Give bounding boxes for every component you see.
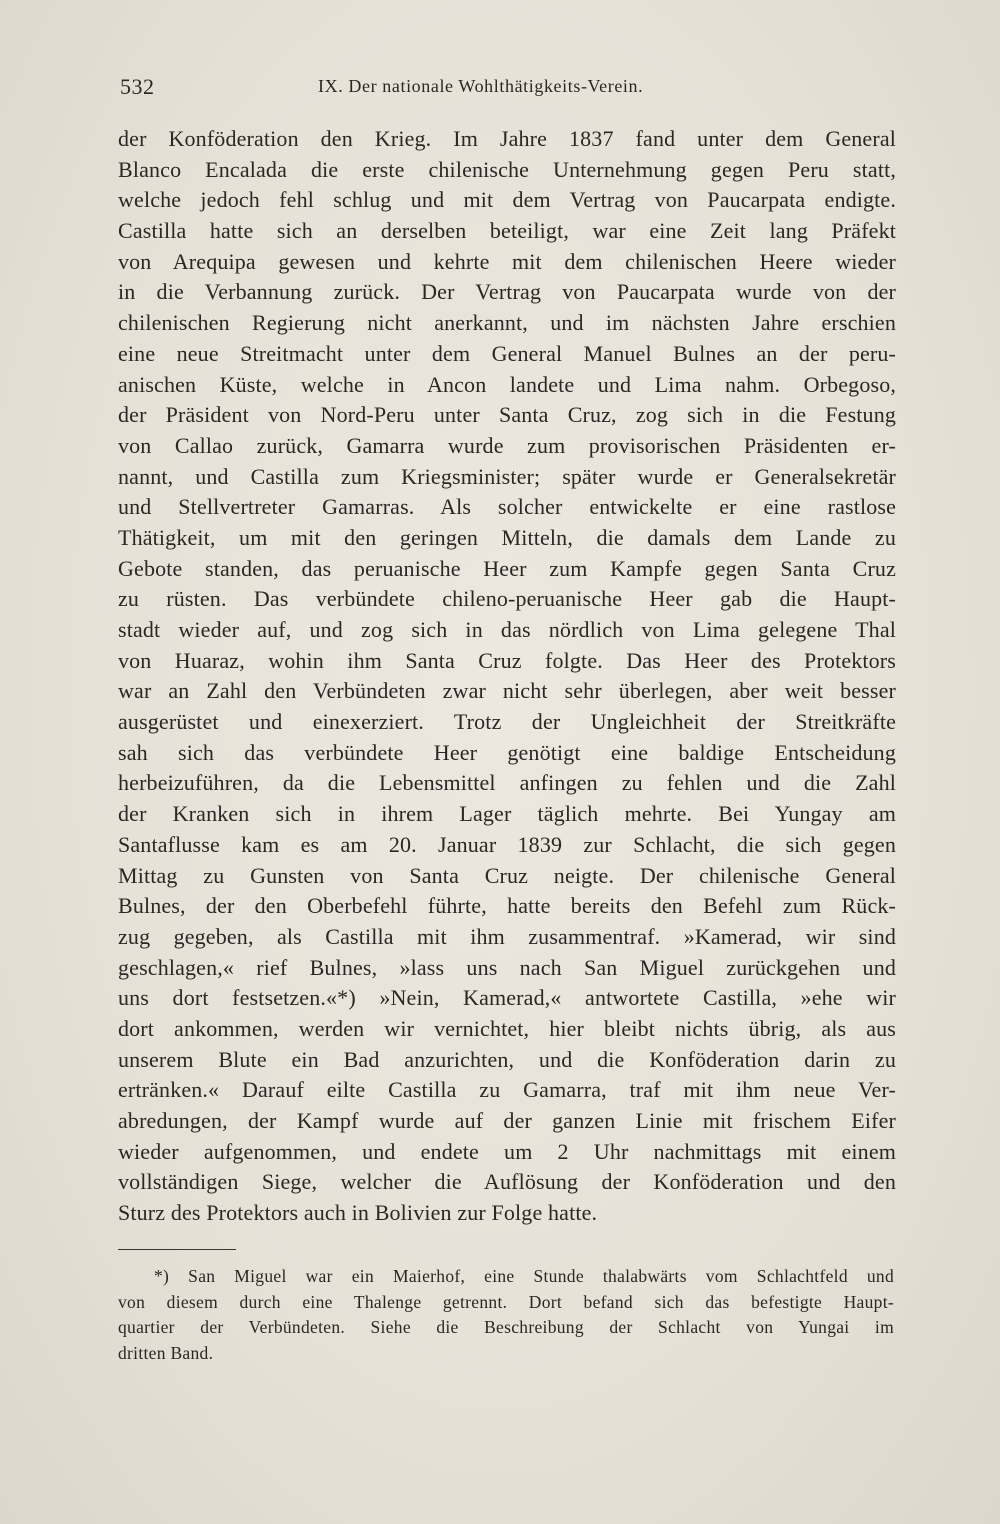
- text-line: stadt wieder auf, und zog sich in das nördlich von Lima gelegene Thal: [118, 617, 896, 642]
- text-line: Bulnes, der den Oberbefehl führte, hatte bereits den Befehl zum Rück-: [118, 893, 896, 919]
- text-line: eine neue Streitmacht unter dem General Manuel Bulnes an der peru-: [118, 340, 896, 366]
- footnote-line: *) San Miguel war ein Maierhof, eine Stunde thalabwärts vom Schlachtfeld und: [154, 1266, 894, 1286]
- text-line: der Konföderation den Krieg. Im Jahre 1837 fand unter dem General: [118, 126, 896, 151]
- text-line: zu rüsten. Das verbündete chileno-peruanische Heer gab die Haupt-: [118, 586, 896, 612]
- text-line: der Präsident von Nord-Peru unter Santa Cruz, zog sich in die Festung: [118, 402, 896, 428]
- text-line: chilenischen Regierung nicht anerkannt, und im nächsten Jahre erschien: [118, 310, 896, 336]
- text-line: Mittag zu Gunsten von Santa Cruz neigte. Der chilenische General: [118, 862, 896, 888]
- text-line: sah sich das verbündete Heer genötigt eine baldige Entscheidung: [118, 739, 896, 765]
- text-line: war an Zahl den Verbündeten zwar nicht sehr überlegen, aber weit besser: [118, 678, 896, 704]
- footnote-line: dritten Band.: [118, 1342, 214, 1363]
- running-head: IX. Der nationale Wohlthätigkeits-Verein.: [318, 76, 644, 96]
- text-line: welche jedoch fehl schlug und mit dem Vertrag von Paucarpata endigte.: [118, 187, 896, 213]
- body-text: [118, 124, 896, 1229]
- text-line: unserem Blute ein Bad anzurichten, und die Konföderation darin zu: [118, 1046, 896, 1072]
- text-line: in die Verbannung zurück. Der Vertrag von Paucarpata wurde von der: [118, 279, 896, 305]
- footnote: [118, 1264, 894, 1366]
- text-line: Blanco Encalada die erste chilenische Unternehmung gegen Peru statt,: [118, 156, 896, 182]
- text-line: ertränken.« Darauf eilte Castilla zu Gamarra, traf mit ihm neue Ver-: [118, 1077, 896, 1103]
- text-line: abredungen, der Kampf wurde auf der ganzen Linie mit frischem Eifer: [118, 1108, 896, 1133]
- text-line: Thätigkeit, um mit den geringen Mitteln, die damals dem Lande zu: [118, 524, 896, 550]
- text-line: geschlagen,« rief Bulnes, »lass uns nach San Miguel zurückgehen und: [118, 954, 896, 980]
- footnote-line: quartier der Verbündeten. Siehe die Beschreibung der Schlacht von Yungai im: [118, 1317, 894, 1337]
- footnote-divider: [118, 1249, 236, 1250]
- text-line: Santaflusse kam es am 20. Januar 1839 zur Schlacht, die sich gegen: [118, 831, 896, 857]
- text-line: wieder aufgenommen, und endete um 2 Uhr nachmittags mit einem: [118, 1138, 896, 1164]
- text-line: und Stellvertreter Gamarras. Als solcher entwickelte er eine rastlose: [118, 494, 896, 520]
- text-line: nannt, und Castilla zum Kriegsminister; später wurde er Generalsekretär: [118, 463, 896, 489]
- text-line: uns dort festsetzen.«*) »Nein, Kamerad,« antwortete Castilla, »ehe wir: [118, 985, 896, 1011]
- text-line: Castilla hatte sich an derselben beteiligt, war eine Zeit lang Präfekt: [118, 218, 896, 244]
- text-line: zug gegeben, als Castilla mit ihm zusammentraf. »Kamerad, wir sind: [118, 923, 896, 949]
- text-line: dort ankommen, werden wir vernichtet, hier bleibt nichts übrig, als aus: [118, 1015, 896, 1041]
- text-line: vollständigen Siege, welcher die Auflösung der Konföderation und den: [118, 1169, 896, 1195]
- text-line: von Huaraz, wohin ihm Santa Cruz folgte. Das Heer des Protektors: [118, 647, 896, 673]
- text-line: von Arequipa gewesen und kehrte mit dem chilenischen Heere wieder: [118, 248, 896, 274]
- text-line: herbeizuführen, da die Lebensmittel anfingen zu fehlen und die Zahl: [118, 770, 896, 796]
- page-header: [120, 74, 900, 104]
- text-line: der Kranken sich in ihrem Lager täglich mehrte. Bei Yungay am: [118, 801, 896, 827]
- text-line: Sturz des Protektors auch in Bolivien zur Folge hatte.: [118, 1200, 598, 1226]
- text-line: von Callao zurück, Gamarra wurde zum provisorischen Präsidenten er-: [118, 432, 896, 458]
- text-line: Gebote standen, das peruanische Heer zum Kampfe gegen Santa Cruz: [118, 555, 896, 581]
- text-line: anischen Küste, welche in Ancon landete und Lima nahm. Orbegoso,: [118, 371, 896, 397]
- footnote-line: von diesem durch eine Thalenge getrennt. Dort befand sich das befestigte Haupt-: [118, 1291, 894, 1312]
- text-line: ausgerüstet und einexerziert. Trotz der Ungleichheit der Streitkräfte: [118, 709, 896, 735]
- page-number: 532: [120, 74, 155, 99]
